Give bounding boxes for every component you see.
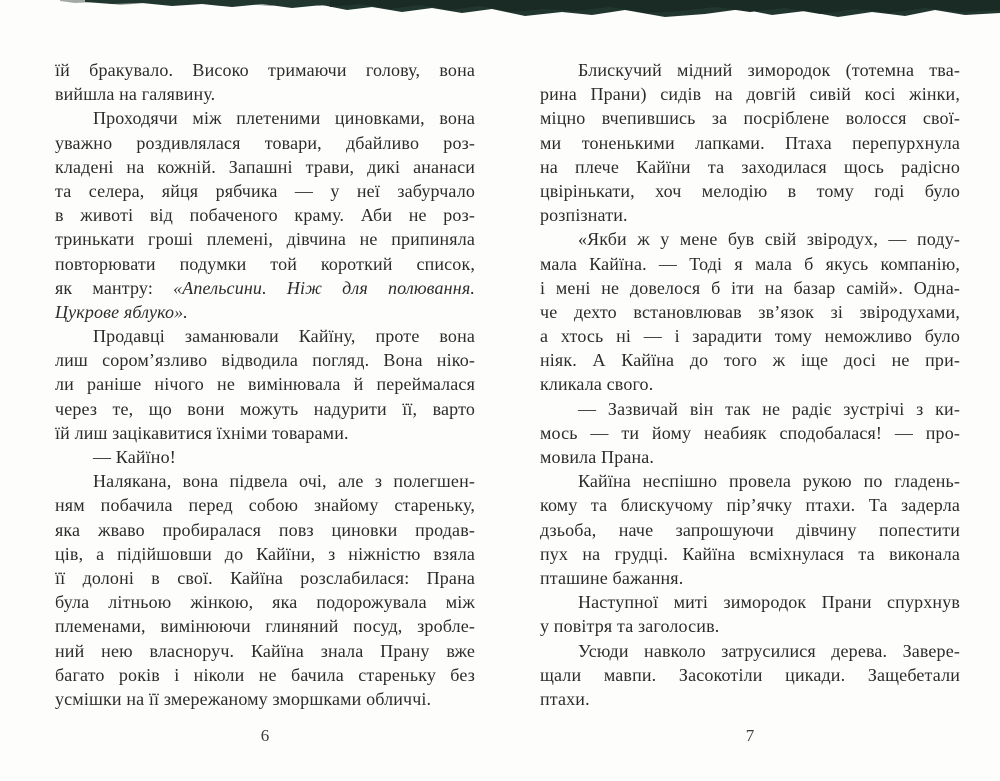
text-line: Блискучий мідний зимородок (тотемна тва- [578,60,960,80]
text-line: ніяк. А Кайїна до того ж іще досі не при- [540,350,960,371]
book-page-right [540,58,960,758]
text-line: та селера, яйця рябчика — у неї забурчало [55,180,475,201]
text-line: — Зазвичай він так не радіє зустрічі з ки- [578,398,960,419]
text-line: в животі від побаченого краму. Аби не роз- [55,205,475,226]
paragraph [540,227,960,396]
text-line: у повітря та заголосив. [540,616,720,637]
text-line: пух на грудці. Кайїна всміхнулася та виконала [540,543,960,564]
text-line: через те, що вони можуть надурити її, варто [55,398,475,419]
paragraph [55,469,475,711]
italic-text: «Апельсини. Ніж для полювання. [173,277,475,298]
text-line: птахи. [540,688,590,709]
text-line: розпізнати. [540,205,628,226]
paragraph [540,590,960,638]
text-line: ців, а підійшовши до Кайїни, з ніжністю взяла [55,543,475,564]
text-line: племенами, вимінюючи глиняний посуд, зробле- [55,616,475,637]
text-line: її долоні в свої. Кайїна розслабилася: Прана [55,567,475,588]
decorative-top-border [0,0,1000,24]
text-line: дзьоба, наче запрошуючи дівчину попестити [540,519,960,540]
text-line: щали мавпи. Засокотіли цикади. Защебетали [540,664,960,685]
text-line: ням побачила перед собою знайому стареньку, [55,495,475,516]
torn-edge-band-dark [330,0,1000,14]
text-line: тринькати гроші племені, дівчина не припиняла [55,229,475,250]
text-line: мовила Прана. [540,447,655,467]
paragraph [55,106,475,324]
text-line: пташине бажання. [540,567,684,588]
text-line: кому та блискучому пір’ячку птахи. Та задерла [540,495,960,516]
paragraph [540,469,960,590]
text-line: як мантру: «Апельсини. Ніж для полювання. [55,277,475,298]
text-line: Наступної миті зимородок Прани спурхнув [578,592,960,613]
text-line: Усюди навколо затрусилися дерева. Завере- [578,640,960,661]
text-line [55,300,475,324]
text-line: їй бракувало. Високо тримаючи голову, вона [55,60,475,80]
page-text [55,58,475,711]
text-line: а хтось ні — і зарадити тому неможливо було [540,326,960,347]
text-line: ний нею власноруч. Кайїна знала Прану вже [55,640,475,661]
text-line: мось — ти йому неабияк сподобалася! — про- [540,422,960,443]
torn-edge-band [85,0,1000,17]
text-line: мала Кайїна. — Тоді я мала б якусь компанію, [540,253,960,274]
paragraph [540,58,960,227]
paragraph [55,58,475,106]
paragraph [540,397,960,470]
text-line: яка жваво пробиралася повз циновки продав- [55,519,475,540]
paragraph [55,324,475,445]
text-line: кладені на кожній. Запашні трави, дикі ананаси [55,156,475,177]
text-line: цвірінькати, хоч мелодію в тому годі було [540,180,960,201]
page-number-right: 7 [745,726,755,745]
text-line: кликала свого. [540,374,654,395]
paragraph [55,445,475,469]
text-line: їй лиш зацікавитися їхніми товарами. [55,422,349,443]
text-line: Проходячи між плетеними циновками, вона [93,108,475,129]
text-line: «Якби ж у мене був свій звіродух, — поду- [578,229,960,250]
text-line: ли раніше нічого не вимінювала й переймалася [55,374,475,395]
text-line: че дехто встановлював зв’язок зі звіродухами, [540,301,960,322]
text-line: — Кайїно! [93,447,176,467]
text-line: Налякана, вона підвела очі, але з полегшен- [93,471,475,492]
page-text [540,58,960,711]
text-line: усмішки на її змережаному зморшками обличчі. [55,688,432,709]
text-line: міцно вчепившись за посріблене волосся свої- [540,108,960,129]
text-line: рина Прани) сидів на довгій сивій косі жінки, [540,84,960,105]
text-line: уважно роздивлялася товари, дбайливо роз- [55,132,475,153]
torn-edge-faint [60,0,345,6]
text-line: на плече Кайїни та заходилася щось радісно [540,156,960,177]
paragraph [540,639,960,712]
text-line: багато років і ніколи не бачила стареньку без [55,664,475,685]
text-line: Кайїна неспішно провела рукою по гладень- [578,471,960,492]
book-page-left [55,58,475,758]
page-number-left: 6 [260,726,270,745]
italic-text: Цукрове яблуко». [55,301,188,322]
text-line: Продавці заманювали Кайїну, проте вона [93,326,475,347]
text-line: ми тоненькими лапками. Птаха перепурхнула [540,132,960,153]
text-line: і мені не довелося б іти на базар самій». Одна- [540,277,960,298]
text-line: лиш сором’язливо відводила погляд. Вона ніко- [55,350,475,371]
text-line: повторювати подумки той короткий список, [55,253,475,274]
text-line: була літньою жінкою, яка подорожувала між [55,592,475,613]
text-line: вийшла на галявину. [55,84,216,105]
